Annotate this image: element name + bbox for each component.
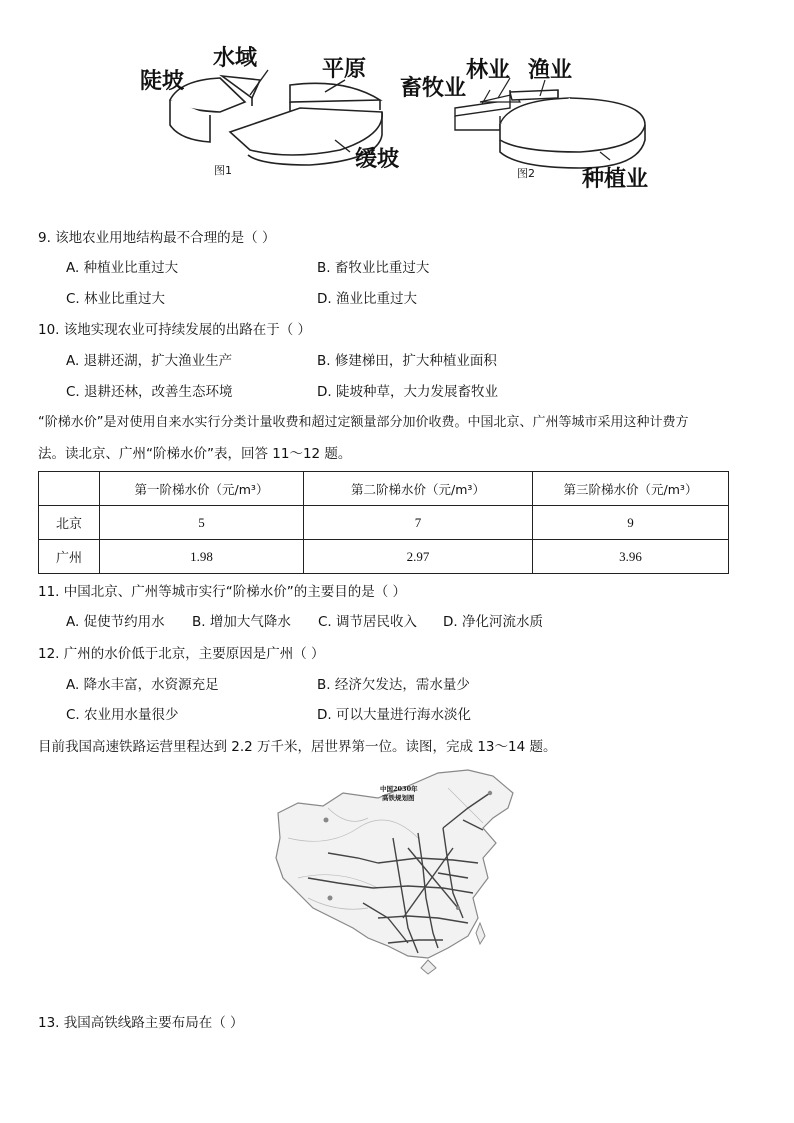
- table-header-row: [39, 472, 729, 506]
- q9-option-c: C. 林业比重过大: [66, 291, 166, 307]
- q10-option-d: D. 陡坡种草，大力发展畜牧业: [317, 384, 498, 400]
- fig1-label-plain: 平原: [322, 57, 367, 82]
- table-cell: 9: [533, 506, 729, 540]
- fig1-caption: 图1: [214, 164, 232, 177]
- table-header-tier1: 第一阶梯水价（元/m³）: [100, 472, 304, 506]
- fig2-label-livestock: 畜牧业: [400, 76, 467, 101]
- water-intro-line1: “阶梯水价”是对使用自来水实行分类计量收费和超过定额量部分加价收费。中国北京、广州等城市采用这种计费方: [38, 415, 689, 430]
- map-title-line1: 中国2030年: [380, 785, 418, 793]
- q12-option-c: C. 农业用水量很少: [66, 707, 179, 723]
- q11-option-d: D. 净化河流水质: [443, 614, 543, 630]
- table-row: [39, 506, 729, 540]
- q11-option-b: B. 增加大气降水: [192, 614, 291, 630]
- map-title-line2: 高铁规划图: [382, 794, 415, 802]
- fig2-label-forestry: 林业: [466, 58, 511, 83]
- table-cell: 3.96: [533, 540, 729, 574]
- q12-option-b: B. 经济欠发达，需水量少: [317, 677, 470, 693]
- q12-option-a: A. 降水丰富，水资源充足: [66, 677, 219, 693]
- table-row: [39, 540, 729, 574]
- q10-option-a: A. 退耕还湖，扩大渔业生产: [66, 353, 233, 369]
- water-price-table: [38, 471, 729, 574]
- q12-option-d: D. 可以大量进行海水淡化: [317, 707, 471, 723]
- table-header-corner: [39, 472, 100, 506]
- q11-option-c: C. 调节居民收入: [318, 614, 418, 630]
- table-header-tier2: 第二阶梯水价（元/m³）: [304, 472, 533, 506]
- question-13-stem: 13. 我国高铁线路主要布局在（ ）: [38, 1015, 244, 1031]
- table-header-tier3: 第三阶梯水价（元/m³）: [533, 472, 729, 506]
- question-10-stem: 10. 该地实现农业可持续发展的出路在于（ ）: [38, 322, 312, 338]
- fig2-label-planting: 种植业: [582, 167, 649, 192]
- fig1-label-gentle: 缓坡: [355, 147, 400, 172]
- table-row-city: 北京: [39, 506, 100, 540]
- q11-option-a: A. 促使节约用水: [66, 614, 165, 630]
- rail-intro: 目前我国高速铁路运营里程达到 2.2 万千米，居世界第一位。读图，完成 13～14 题。: [38, 739, 557, 755]
- q10-option-b: B. 修建梯田，扩大种植业面积: [317, 353, 497, 369]
- q9-option-a: A. 种植业比重过大: [66, 260, 179, 276]
- fig2-caption: 图2: [517, 167, 535, 180]
- q9-option-b: B. 畜牧业比重过大: [317, 260, 430, 276]
- table-cell: 5: [100, 506, 304, 540]
- q10-option-c: C. 退耕还林，改善生态环境: [66, 384, 233, 400]
- table-cell: 1.98: [100, 540, 304, 574]
- water-intro-line2: 法。读北京、广州“阶梯水价”表，回答 11～12 题。: [38, 446, 352, 462]
- fig1-label-water: 水域: [213, 46, 258, 71]
- table-cell: 2.97: [304, 540, 533, 574]
- question-11-stem: 11. 中国北京、广州等城市实行“阶梯水价”的主要目的是（ ）: [38, 584, 407, 600]
- fig1-label-steep: 陡坡: [140, 69, 185, 94]
- q9-option-d: D. 渔业比重过大: [317, 291, 417, 307]
- question-9-stem: 9. 该地农业用地结构最不合理的是（ ）: [38, 230, 276, 246]
- table-row-city: 广州: [39, 540, 100, 574]
- fig2-label-fishery: 渔业: [528, 58, 573, 83]
- table-cell: 7: [304, 506, 533, 540]
- question-12-stem: 12. 广州的水价低于北京，主要原因是广州（ ）: [38, 646, 325, 662]
